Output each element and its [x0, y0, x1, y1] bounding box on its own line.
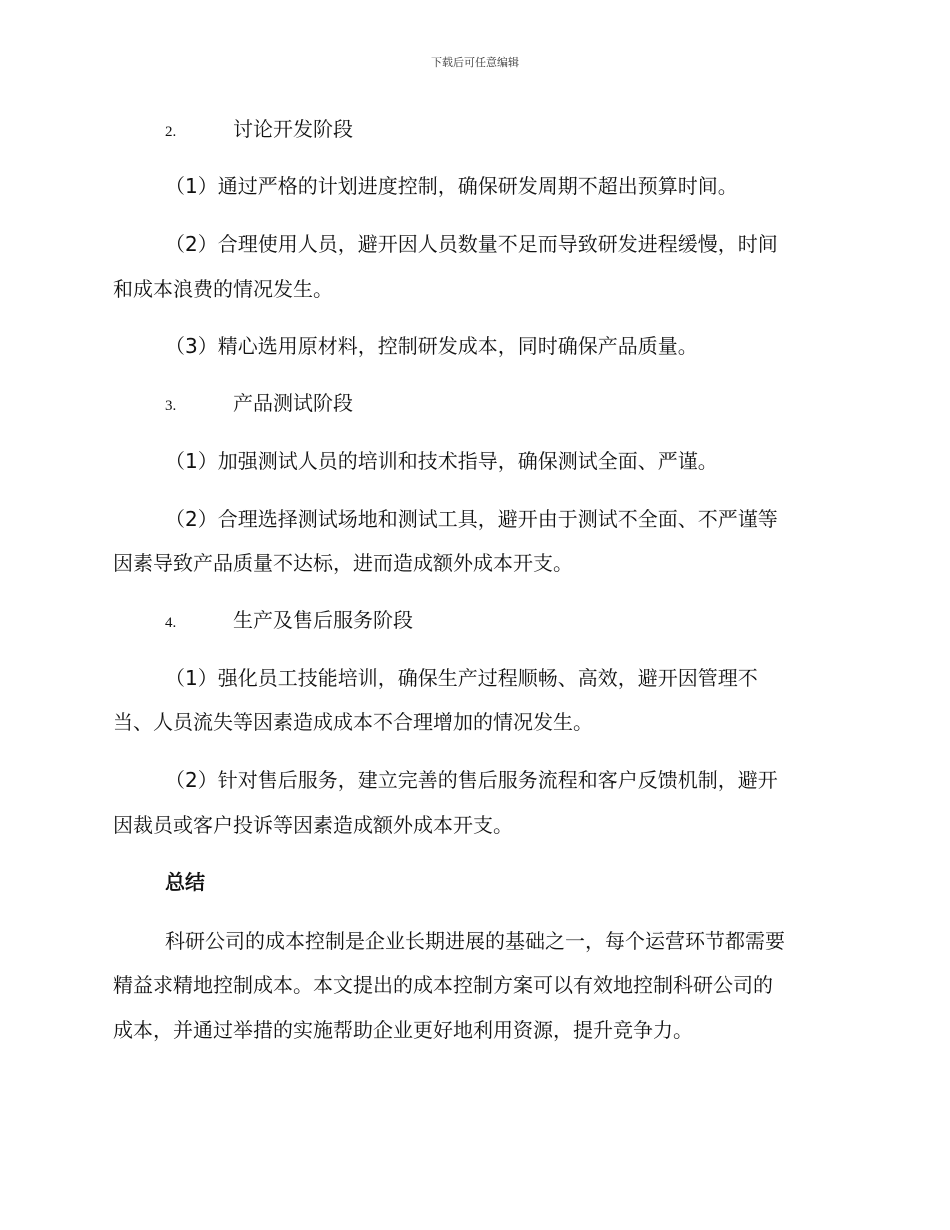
paragraph-line: 因素导致产品质量不达标，进而造成额外成本开支。 [113, 551, 573, 575]
page-header: 下载后可任意编辑 [431, 56, 519, 69]
paragraph-line: （2）合理选择测试场地和测试工具，避开由于测试不全面、不严谨等 [165, 507, 778, 531]
paragraph-line: （1）加强测试人员的培训和技术指导，确保测试全面、严谨。 [165, 449, 718, 473]
paragraph-line: 因裁员或客户投诉等因素造成额外成本开支。 [113, 813, 513, 837]
summary-line: 成本，并通过举措的实施帮助企业更好地利用资源，提升竞争力。 [113, 1018, 693, 1042]
summary-title: 总结 [165, 870, 205, 894]
section-title: 产品测试阶段 [233, 391, 353, 415]
paragraph-line: 和成本浪费的情况发生。 [113, 277, 333, 301]
paragraph-line: （3）精心选用原材料，控制研发成本，同时确保产品质量。 [165, 334, 698, 358]
paragraph-line: （1）通过严格的计划进度控制，确保研发周期不超出预算时间。 [165, 174, 738, 198]
section-number: 2. [165, 124, 177, 140]
section-heading [113, 115, 353, 146]
paragraph-line: （1）强化员工技能培训，确保生产过程顺畅、高效，避开因管理不 [165, 666, 758, 690]
paragraph-line: （2）针对售后服务，建立完善的售后服务流程和客户反馈机制，避开 [165, 768, 778, 792]
section-title: 生产及售后服务阶段 [233, 608, 413, 632]
paragraph-line: （2）合理使用人员，避开因人员数量不足而导致研发进程缓慢，时间 [165, 232, 778, 256]
summary-line: 科研公司的成本控制是企业长期进展的基础之一，每个运营环节都需要 [165, 929, 785, 953]
section-number: 4. [165, 615, 177, 631]
paragraph-line: 当、人员流失等因素造成成本不合理增加的情况发生。 [113, 710, 593, 734]
section-title: 讨论开发阶段 [233, 117, 353, 141]
section-number: 3. [165, 398, 177, 414]
section-heading [113, 606, 413, 637]
section-heading [113, 389, 353, 420]
summary-line: 精益求精地控制成本。本文提出的成本控制方案可以有效地控制科研公司的 [113, 973, 773, 997]
